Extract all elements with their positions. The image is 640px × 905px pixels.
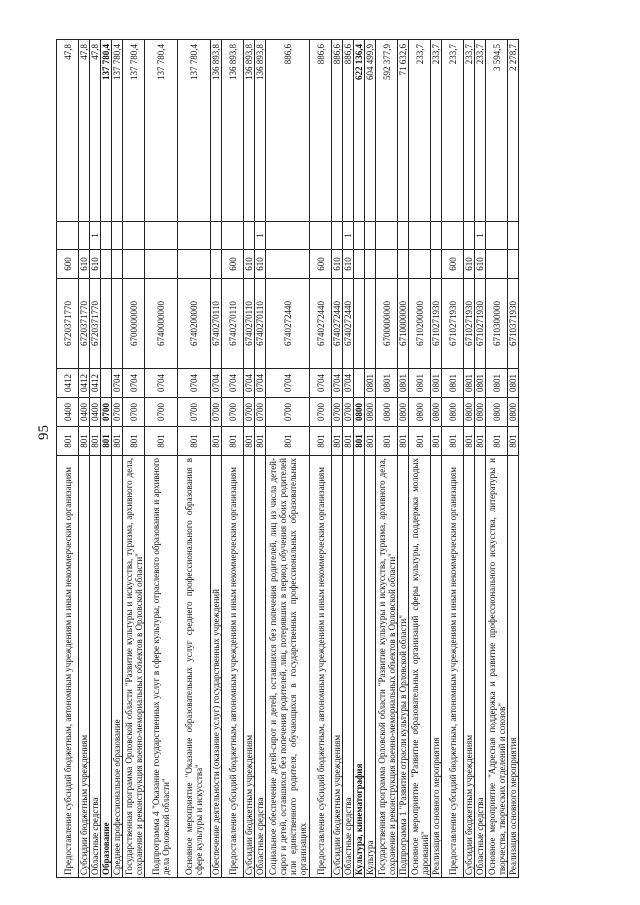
cell-subsection: 0412 <box>79 369 90 398</box>
cell-grbs: 801 <box>90 427 101 456</box>
cell-expense-type <box>354 250 365 279</box>
row-name: Реализация основного мероприятия <box>508 456 519 878</box>
cell-section: 0800 <box>486 398 508 427</box>
cell-target-article: 6740000000 <box>145 279 178 369</box>
row-name: Государственная программа Орловской области "Развитие культуры и искусства, туризма, архивного дела, сохранение и реконструкция военно-мемориальных объектов в Орловской области" <box>376 456 398 878</box>
cell-source <box>486 222 508 250</box>
cell-source <box>244 222 255 250</box>
row-name: Предоставление субсидий бюджетным, автономным учреждениям и иным некоммерческим организациям <box>310 456 332 878</box>
cell-grbs: 801 <box>112 427 123 456</box>
table-row <box>486 40 508 878</box>
cell-amount: 233,7 <box>475 40 486 222</box>
table-row <box>508 40 519 878</box>
cell-target-article: 6710371930 <box>508 279 519 369</box>
cell-section: 0700 <box>145 398 178 427</box>
cell-grbs: 801 <box>343 427 354 456</box>
cell-subsection: 0801 <box>442 369 464 398</box>
cell-section: 0700 <box>332 398 343 427</box>
cell-expense-type: 600 <box>442 250 464 279</box>
cell-source <box>123 222 145 250</box>
cell-grbs: 801 <box>145 427 178 456</box>
cell-target-article: 6720371770 <box>90 279 101 369</box>
cell-target-article: 6740270110 <box>211 279 222 369</box>
cell-section: 0800 <box>365 398 376 427</box>
cell-amount: 3 594,5 <box>486 40 508 222</box>
cell-source <box>112 222 123 250</box>
cell-section: 0400 <box>79 398 90 427</box>
cell-amount: 137 780,4 <box>112 40 123 222</box>
table-row <box>90 40 101 878</box>
cell-section: 0800 <box>464 398 475 427</box>
cell-grbs: 801 <box>79 427 90 456</box>
cell-subsection: 0704 <box>178 369 211 398</box>
cell-subsection: 0704 <box>332 369 343 398</box>
cell-source <box>222 222 244 250</box>
cell-amount: 137 780,4 <box>178 40 211 222</box>
cell-target-article: 6740270110 <box>255 279 266 369</box>
row-name: Основное мероприятие "Оказание образовательных услуг среднего профессионального образования в сфере культуры и искусства" <box>178 456 211 878</box>
table-row <box>57 40 79 878</box>
cell-section: 0700 <box>123 398 145 427</box>
row-name: Субсидии бюджетным учреждениям <box>244 456 255 878</box>
cell-source <box>365 222 376 250</box>
cell-amount: 622 136,4 <box>354 40 365 222</box>
cell-expense-type: 600 <box>57 250 79 279</box>
cell-expense-type <box>178 250 211 279</box>
cell-section: 0800 <box>398 398 409 427</box>
row-name: Культура <box>365 456 376 878</box>
row-name: Подпрограмма 4 "Оказание государственных услуг в сфере культуры, отраслевого образования и архивного дела Орловской области" <box>145 456 178 878</box>
row-name: Реализация основного мероприятия <box>431 456 442 878</box>
cell-expense-type <box>123 250 145 279</box>
table-row <box>222 40 244 878</box>
cell-amount: 604 499,9 <box>365 40 376 222</box>
cell-amount: 136 893,8 <box>222 40 244 222</box>
row-name: Предоставление субсидий бюджетным, автономным учреждениям и иным некоммерческим организациям <box>57 456 79 878</box>
cell-expense-type <box>145 250 178 279</box>
cell-grbs: 801 <box>365 427 376 456</box>
cell-target-article: 6710271930 <box>431 279 442 369</box>
cell-expense-type <box>431 250 442 279</box>
cell-subsection: 0801 <box>475 369 486 398</box>
row-name: Подпрограмма 1 "Развитие отрасли культуры в Орловской области" <box>398 456 409 878</box>
table-row <box>178 40 211 878</box>
cell-target-article: 6740272440 <box>343 279 354 369</box>
cell-grbs: 801 <box>475 427 486 456</box>
cell-amount: 886,6 <box>332 40 343 222</box>
table-row <box>464 40 475 878</box>
cell-source <box>442 222 464 250</box>
cell-expense-type <box>398 250 409 279</box>
cell-expense-type: 600 <box>310 250 332 279</box>
cell-source <box>398 222 409 250</box>
row-name: Основное мероприятие "Адресная поддержка и развитие профессионального искусства, литературы и творчества, творческих отделений и союзов" <box>486 456 508 878</box>
cell-section: 0800 <box>442 398 464 427</box>
cell-expense-type <box>211 250 222 279</box>
cell-amount: 233,7 <box>442 40 464 222</box>
cell-subsection: 0704 <box>310 369 332 398</box>
cell-subsection <box>354 369 365 398</box>
cell-grbs: 801 <box>222 427 244 456</box>
cell-section: 0700 <box>112 398 123 427</box>
row-name: Областные средства <box>475 456 486 878</box>
row-name: Областные средства <box>343 456 354 878</box>
cell-expense-type: 610 <box>343 250 354 279</box>
cell-subsection: 0704 <box>244 369 255 398</box>
cell-source <box>409 222 431 250</box>
table-row <box>123 40 145 878</box>
page-number: 95 <box>36 425 52 440</box>
cell-grbs: 801 <box>409 427 431 456</box>
row-name: Субсидии бюджетным учреждениям <box>464 456 475 878</box>
cell-subsection: 0801 <box>508 369 519 398</box>
cell-amount: 886,6 <box>266 40 310 222</box>
cell-amount: 233,7 <box>431 40 442 222</box>
row-name: Среднее профессиональное образование <box>112 456 123 878</box>
table-row <box>442 40 464 878</box>
table-row <box>112 40 123 878</box>
cell-expense-type <box>365 250 376 279</box>
cell-expense-type <box>508 250 519 279</box>
cell-amount: 137 780,4 <box>123 40 145 222</box>
cell-section: 0700 <box>101 398 112 427</box>
cell-subsection: 0801 <box>398 369 409 398</box>
cell-subsection: 0704 <box>255 369 266 398</box>
cell-subsection: 0704 <box>343 369 354 398</box>
cell-subsection: 0412 <box>90 369 101 398</box>
cell-subsection <box>101 369 112 398</box>
cell-target-article: 6720371770 <box>57 279 79 369</box>
cell-source <box>79 222 90 250</box>
cell-source: 1 <box>475 222 486 250</box>
cell-grbs: 801 <box>464 427 475 456</box>
row-name: Образование <box>101 456 112 878</box>
cell-subsection: 0704 <box>211 369 222 398</box>
cell-target-article: 6740270110 <box>222 279 244 369</box>
cell-subsection: 0801 <box>409 369 431 398</box>
cell-source <box>508 222 519 250</box>
cell-target-article: 6710200000 <box>409 279 431 369</box>
cell-target-article: 6710271930 <box>475 279 486 369</box>
cell-section: 0800 <box>409 398 431 427</box>
cell-expense-type: 600 <box>222 250 244 279</box>
cell-grbs: 801 <box>508 427 519 456</box>
cell-expense-type: 610 <box>90 250 101 279</box>
row-name: Субсидии бюджетным учреждениям <box>79 456 90 878</box>
cell-subsection: 0704 <box>266 369 310 398</box>
cell-expense-type <box>376 250 398 279</box>
cell-section: 0400 <box>57 398 79 427</box>
table-row <box>354 40 365 878</box>
cell-grbs: 801 <box>310 427 332 456</box>
cell-source <box>178 222 211 250</box>
table-row <box>145 40 178 878</box>
cell-amount: 886,6 <box>343 40 354 222</box>
cell-grbs: 801 <box>354 427 365 456</box>
cell-amount: 136 893,8 <box>244 40 255 222</box>
cell-grbs: 801 <box>101 427 112 456</box>
table-row <box>101 40 112 878</box>
row-name: Предоставление субсидий бюджетным, автономным учреждениям и иным некоммерческим организациям <box>222 456 244 878</box>
cell-section: 0700 <box>343 398 354 427</box>
cell-grbs: 801 <box>211 427 222 456</box>
cell-section: 0700 <box>211 398 222 427</box>
cell-subsection: 0801 <box>365 369 376 398</box>
cell-grbs: 801 <box>431 427 442 456</box>
cell-subsection: 0704 <box>112 369 123 398</box>
cell-target-article: 6700000000 <box>376 279 398 369</box>
cell-expense-type <box>266 250 310 279</box>
cell-subsection: 0412 <box>57 369 79 398</box>
cell-source <box>101 222 112 250</box>
row-name: Обеспечение деятельности (оказание услуг) государственных учреждений <box>211 456 222 878</box>
cell-target-article: 6710000000 <box>398 279 409 369</box>
budget-table-wrapper <box>56 40 519 878</box>
cell-expense-type <box>409 250 431 279</box>
cell-target-article <box>112 279 123 369</box>
cell-amount: 137 780,4 <box>145 40 178 222</box>
cell-grbs: 801 <box>398 427 409 456</box>
cell-source <box>354 222 365 250</box>
cell-amount: 136 893,8 <box>211 40 222 222</box>
row-name: Социальное обеспечение детей-сирот и детей, оставшихся без попечения родителей, лиц из числа детей-сирот и детей, оставшихся без попечения родителей, лиц, потерявших в период обучения обоих родителей или единственного родителя, обучающихся в государственных профессиональных образовательных организациях <box>266 456 310 878</box>
cell-section: 0800 <box>508 398 519 427</box>
table-row <box>266 40 310 878</box>
cell-target-article: 6740272440 <box>266 279 310 369</box>
cell-amount: 137 780,4 <box>101 40 112 222</box>
cell-target-article: 6710271930 <box>464 279 475 369</box>
cell-expense-type: 610 <box>255 250 266 279</box>
row-name: Государственная программа Орловской области "Развитие культуры и искусства, туризма, архивного дела, сохранение и реконструкция военно-мемориальных объектов в Орловской области" <box>123 456 145 878</box>
cell-amount: 47,8 <box>79 40 90 222</box>
cell-expense-type: 610 <box>244 250 255 279</box>
cell-section: 0800 <box>431 398 442 427</box>
cell-grbs: 801 <box>178 427 211 456</box>
cell-source <box>332 222 343 250</box>
table-row <box>343 40 354 878</box>
cell-amount: 592 377,9 <box>376 40 398 222</box>
cell-section: 0800 <box>475 398 486 427</box>
row-name: Субсидии бюджетным учреждениям <box>332 456 343 878</box>
cell-source <box>266 222 310 250</box>
cell-section: 0700 <box>178 398 211 427</box>
cell-grbs: 801 <box>376 427 398 456</box>
cell-section: 0700 <box>266 398 310 427</box>
cell-target-article <box>101 279 112 369</box>
cell-source: 1 <box>343 222 354 250</box>
cell-source <box>211 222 222 250</box>
cell-target-article <box>354 279 365 369</box>
cell-target-article: 6710271930 <box>442 279 464 369</box>
cell-target-article: 6720371770 <box>79 279 90 369</box>
cell-section: 0700 <box>255 398 266 427</box>
cell-amount: 2 278,7 <box>508 40 519 222</box>
cell-expense-type: 610 <box>79 250 90 279</box>
cell-section: 0700 <box>244 398 255 427</box>
cell-target-article: 6740272440 <box>310 279 332 369</box>
cell-amount: 233,7 <box>464 40 475 222</box>
cell-amount: 71 632,6 <box>398 40 409 222</box>
cell-subsection: 0801 <box>464 369 475 398</box>
table-row <box>255 40 266 878</box>
cell-source <box>431 222 442 250</box>
row-name: Основное мероприятие "Развитие образовательных организаций сферы культуры, поддержка молодых дарований" <box>409 456 431 878</box>
cell-source <box>376 222 398 250</box>
cell-source: 1 <box>255 222 266 250</box>
cell-grbs: 801 <box>266 427 310 456</box>
cell-target-article: 6740272440 <box>332 279 343 369</box>
cell-subsection: 0801 <box>486 369 508 398</box>
cell-amount: 886,6 <box>310 40 332 222</box>
cell-target-article: 6740200000 <box>178 279 211 369</box>
table-row <box>310 40 332 878</box>
cell-grbs: 801 <box>486 427 508 456</box>
cell-expense-type <box>486 250 508 279</box>
cell-grbs: 801 <box>332 427 343 456</box>
table-row <box>244 40 255 878</box>
cell-source <box>310 222 332 250</box>
cell-expense-type <box>112 250 123 279</box>
table-row <box>211 40 222 878</box>
cell-section: 0800 <box>354 398 365 427</box>
row-name: Областные средства <box>255 456 266 878</box>
cell-subsection: 0704 <box>145 369 178 398</box>
table-row <box>431 40 442 878</box>
cell-section: 0800 <box>376 398 398 427</box>
table-row <box>332 40 343 878</box>
cell-target-article: 6710300000 <box>486 279 508 369</box>
table-row <box>398 40 409 878</box>
cell-target-article <box>365 279 376 369</box>
cell-target-article: 6700000000 <box>123 279 145 369</box>
cell-amount: 136 893,8 <box>255 40 266 222</box>
cell-grbs: 801 <box>244 427 255 456</box>
cell-target-article: 6740270110 <box>244 279 255 369</box>
cell-expense-type: 610 <box>464 250 475 279</box>
cell-source <box>464 222 475 250</box>
cell-section: 0400 <box>90 398 101 427</box>
cell-section: 0700 <box>310 398 332 427</box>
cell-source <box>57 222 79 250</box>
cell-subsection: 0704 <box>222 369 244 398</box>
cell-amount: 47,8 <box>90 40 101 222</box>
cell-subsection: 0704 <box>123 369 145 398</box>
table-row <box>409 40 431 878</box>
table-body <box>57 40 519 878</box>
table-row <box>475 40 486 878</box>
table-row <box>79 40 90 878</box>
table-row <box>365 40 376 878</box>
cell-expense-type: 610 <box>475 250 486 279</box>
cell-source: 1 <box>90 222 101 250</box>
cell-subsection: 0801 <box>376 369 398 398</box>
cell-amount: 47,8 <box>57 40 79 222</box>
cell-source <box>145 222 178 250</box>
row-name: Областные средства <box>90 456 101 878</box>
budget-table <box>56 39 519 878</box>
cell-expense-type <box>101 250 112 279</box>
cell-grbs: 801 <box>57 427 79 456</box>
table-row <box>376 40 398 878</box>
cell-expense-type: 610 <box>332 250 343 279</box>
cell-grbs: 801 <box>442 427 464 456</box>
cell-grbs: 801 <box>123 427 145 456</box>
row-name: Предоставление субсидий бюджетным, автономным учреждениям и иным некоммерческим организациям <box>442 456 464 878</box>
row-name: Культура, кинематография <box>354 456 365 878</box>
cell-amount: 233,7 <box>409 40 431 222</box>
cell-subsection: 0801 <box>431 369 442 398</box>
cell-grbs: 801 <box>255 427 266 456</box>
cell-section: 0700 <box>222 398 244 427</box>
